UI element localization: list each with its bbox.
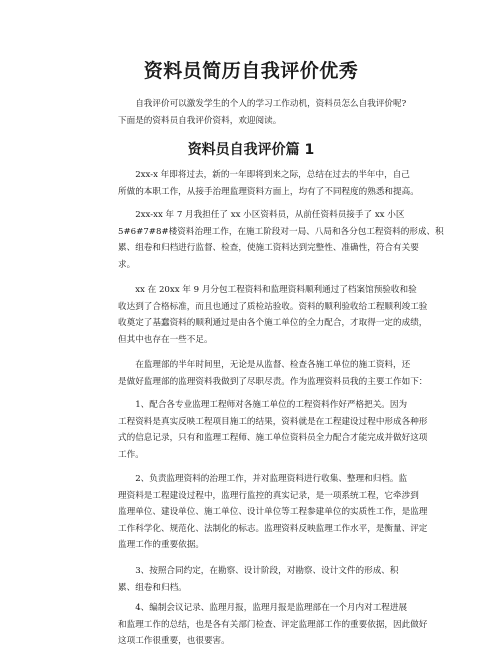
text-line: 2、负责监理资料的治理工作，并对监理资料进行收集、整理和归档。监 bbox=[118, 474, 408, 484]
body-paragraph bbox=[118, 563, 399, 596]
section-heading: 资料员自我评价篇 1 bbox=[187, 142, 315, 158]
text-line: 理资料是工程建设过程中，监理行监控的真实记录，是一项系统工程，它牵涉到 bbox=[118, 490, 419, 501]
text-line: 监理工作的重要依据。 bbox=[118, 540, 204, 551]
body-paragraph bbox=[118, 600, 428, 650]
text-line: 在监理部的半年时间里，无论是从监督、检查各施工单位的施工资料，还 bbox=[118, 360, 411, 370]
text-line: 所做的本职工作，从接手治理监理资料方面上，均有了不同程度的熟悉和提高。 bbox=[118, 186, 419, 197]
document-title: 资料员简历自我评价优秀 bbox=[143, 60, 359, 82]
body-paragraph bbox=[118, 471, 428, 554]
text-line: 下面是的资料员自我评价资料，欢迎阅读。 bbox=[118, 115, 282, 126]
text-line: 工作。 bbox=[118, 449, 144, 460]
body-paragraph bbox=[118, 282, 428, 348]
text-line: 式的信息记录，只有和监理工程师、施工单位资料员全力配合才能完成并做好这项 bbox=[118, 433, 428, 444]
body-paragraph bbox=[118, 167, 419, 200]
text-line: 1、配合各专业监理工程师对各施工单位的工程资料作好严格把关。因为 bbox=[118, 400, 408, 410]
text-line: 但其中也存在一些不足。 bbox=[118, 334, 213, 345]
text-line: 2xx-xx 年 7 月我担任了 xx 小区资料员，从前任资料员接手了 xx 小区 bbox=[118, 210, 405, 220]
text-line: 收奠定了基蠢资料的顺利通过是由各个施工单位的全力配合，才取得一定的成绩， bbox=[118, 318, 428, 329]
body-paragraph bbox=[118, 397, 428, 463]
text-line: 自我评价可以激发学生的个人的学习工作动机，资料员怎么自我评价呢? bbox=[118, 99, 407, 109]
intro-paragraph bbox=[118, 96, 407, 129]
body-paragraph bbox=[118, 357, 428, 390]
text-line: 累、组卷和归档。 bbox=[118, 582, 187, 593]
text-line: xx 在 20xx 年 9 月分包工程资料和监理资料顺利通过了档案馆预验收和验 bbox=[118, 285, 417, 295]
text-line: 和监理工作的总结，也是各有关部门检查、评定监理部工作的重要依据，因此做好 bbox=[118, 619, 428, 630]
text-line: 工程资料是真实反映工程项目施工的结果，资料就是在工程建设过程中形成各种形 bbox=[118, 416, 428, 427]
text-line: 这项工作很重要，也很要害。 bbox=[118, 636, 230, 647]
text-line: 监理单位、建设单位、施工单位、设计单位等工程参建单位的实质性工作，是监理 bbox=[118, 507, 428, 518]
text-line: 4、编制会议记录、监理月报，监理月报是监理部在一个月内对工程进展 bbox=[118, 603, 408, 613]
text-line: 求。 bbox=[118, 259, 136, 270]
text-line: 3、按照合同约定，在勘察、设计阶段，对勘察、设计文件的形成、积 bbox=[118, 566, 399, 576]
text-line: 工作科学化、规范化、法制化的标志。监理资料反映监理工作水平，是衡量、评定 bbox=[118, 523, 428, 534]
text-line: 收达到了合格标准，而且也通过了质检站验收。资料的顺利验收给工程顺利竣工验 bbox=[118, 301, 428, 312]
text-line: 是做好监理部的监理资料我做到了尽职尽责。作为监理资料员我的主要工作如下： bbox=[118, 376, 428, 387]
text-line: 2xx-x 年即将过去，新的一年即将到来之际，总结在过去的半年中，自己 bbox=[118, 170, 410, 180]
body-paragraph bbox=[118, 207, 444, 273]
text-line: 累、组卷和归档进行监督、检查，使施工资料达到完整性、准确性，符合有关要 bbox=[118, 243, 419, 254]
text-line: 5#6#7#8#楼资料治理工作，在施工阶段对一局、八局和各分包工程资料的形成、积 bbox=[118, 226, 444, 237]
